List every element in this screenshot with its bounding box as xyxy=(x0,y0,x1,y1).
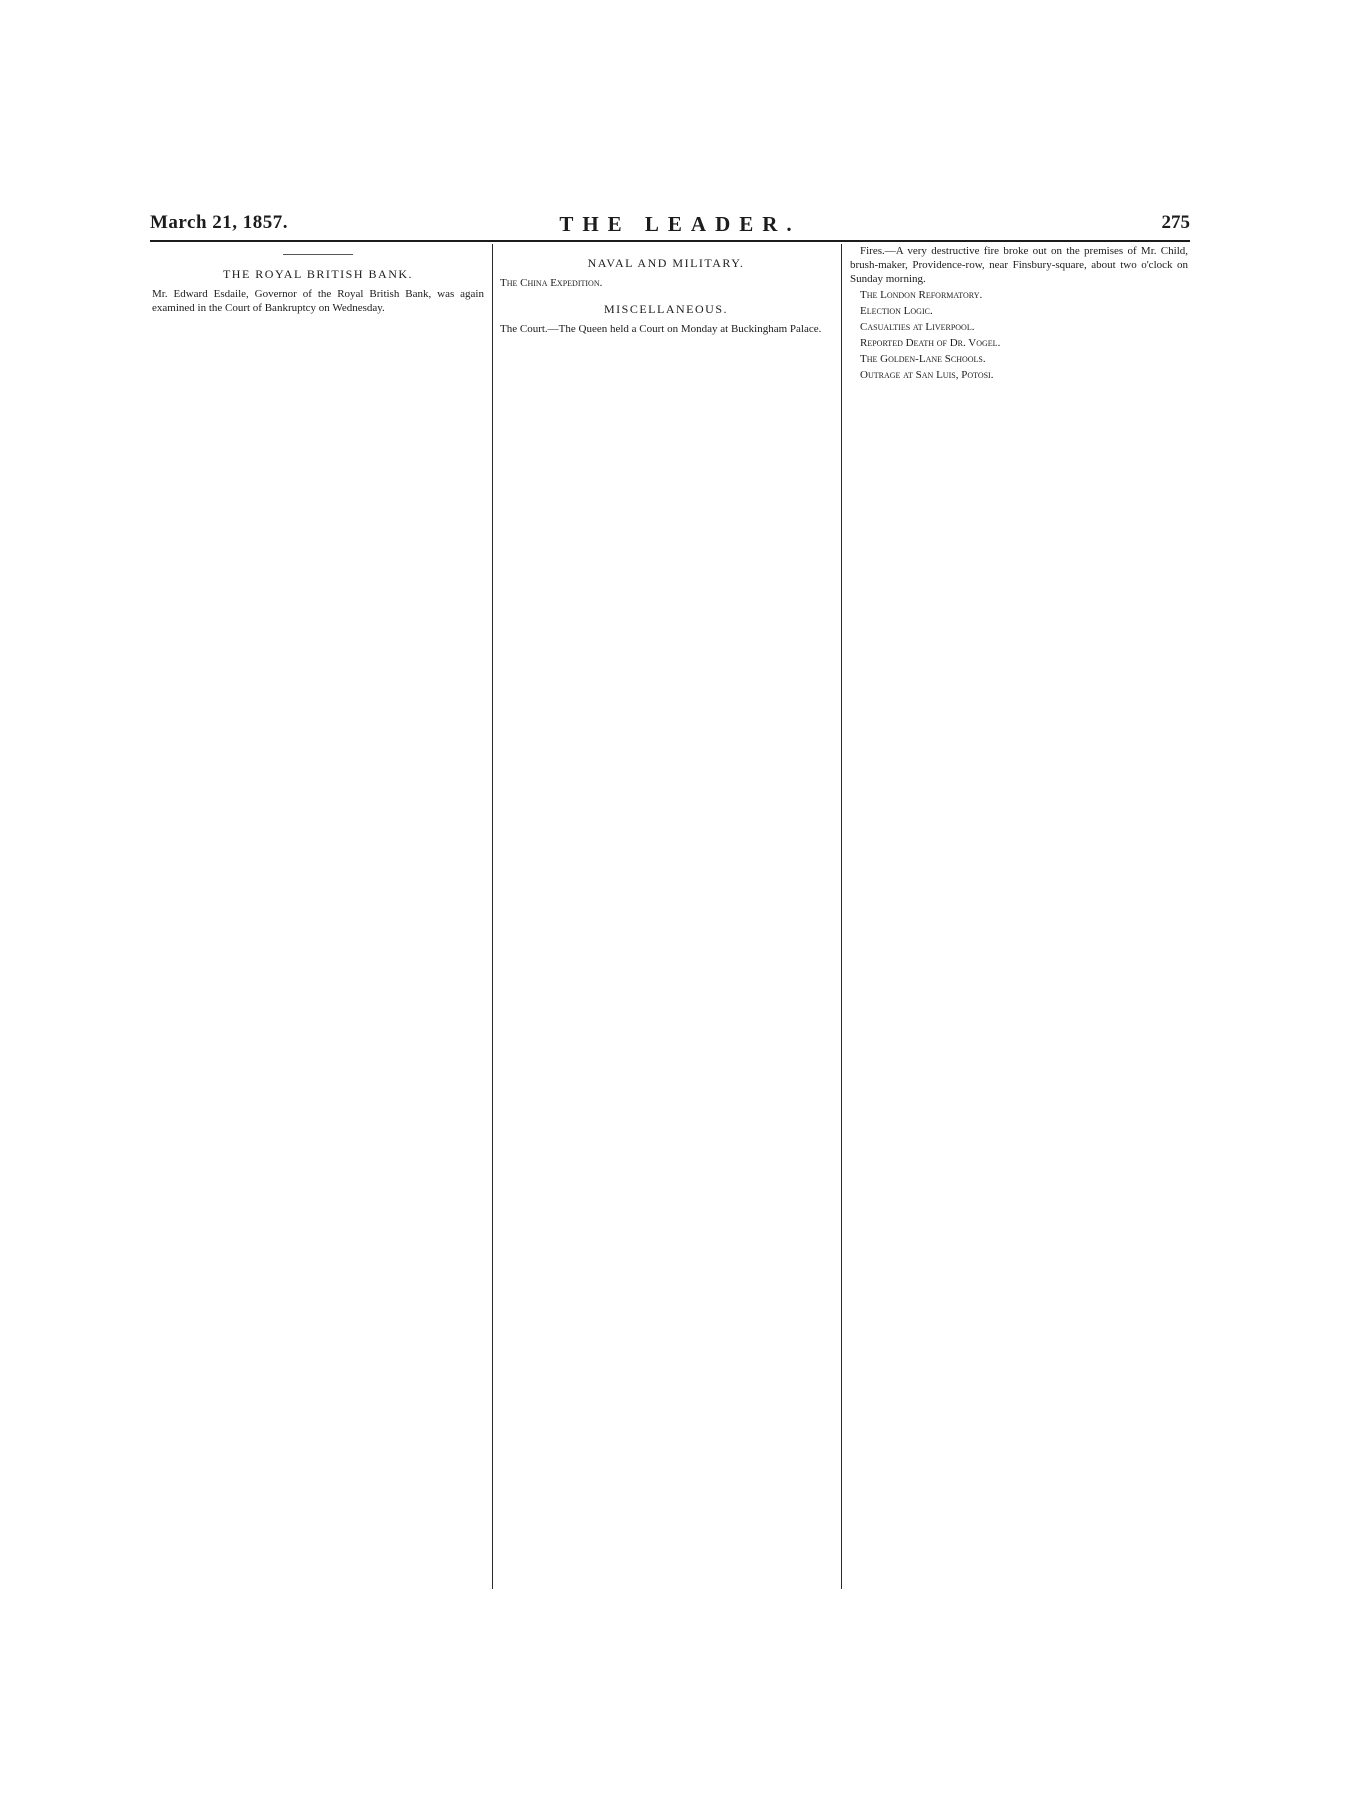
issue-date: March 21, 1857. xyxy=(150,212,289,233)
masthead-rule xyxy=(150,240,1190,242)
article-paragraph: Election Logic. xyxy=(860,305,933,317)
article-paragraph: The China Expedition. xyxy=(500,277,603,289)
newspaper-title: THE LEADER. xyxy=(559,212,801,236)
article-paragraph: The Golden-Lane Schools. xyxy=(860,353,986,365)
column-2 xyxy=(500,244,832,1589)
section-heading-royal-british-bank: THE ROYAL BRITISH BANK. xyxy=(222,267,414,281)
section-heading-naval-military: NAVAL AND MILITARY. xyxy=(587,256,745,270)
article-paragraph: Reported Death of Dr. Vogel. xyxy=(860,337,1001,349)
article-paragraph: The London Reformatory. xyxy=(860,289,983,301)
article-paragraph: Outrage at San Luis, Potosi. xyxy=(860,369,994,381)
section-divider xyxy=(283,254,353,255)
column-separator xyxy=(492,244,493,1589)
article-paragraph: The Court.—The Queen held a Court on Monday at Buckingham Palace. xyxy=(500,323,822,335)
column-1 xyxy=(152,244,484,1589)
column-3 xyxy=(850,244,1188,1589)
article-paragraph: Mr. Edward Esdaile, Governor of the Royal British Bank, was again examined in the Court of Bankruptcy on Wednesday. xyxy=(152,288,484,314)
page-number: 275 xyxy=(1161,212,1190,233)
masthead xyxy=(150,212,1190,238)
article-paragraph: Fires.—A very destructive fire broke out on the premises of Mr. Child, brush-maker, Providence-row, near Finsbury-square, about two o'clock on Sunday morning. xyxy=(850,245,1188,285)
column-separator xyxy=(841,244,842,1589)
article-paragraph: Casualties at Liverpool. xyxy=(860,321,975,333)
section-heading-miscellaneous: MISCELLANEOUS. xyxy=(603,302,728,316)
